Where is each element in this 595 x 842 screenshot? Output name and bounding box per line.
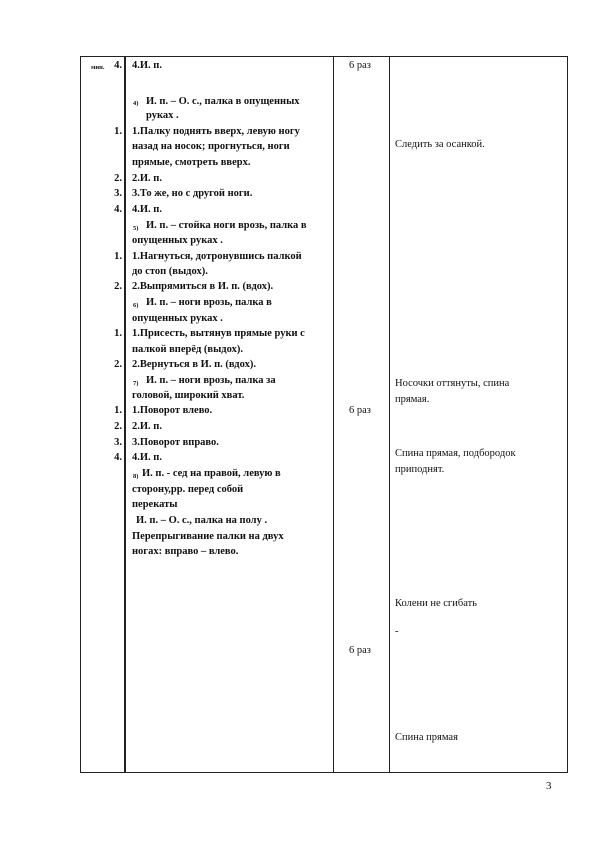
exercise-line: ногах: вправо – влево. <box>132 546 239 557</box>
column-divider-1 <box>124 56 126 773</box>
step-number: 1. <box>114 251 122 262</box>
exercise-line: назад на носок; прогнуться, ноги <box>132 141 290 152</box>
remark-line: Следить за осанкой. <box>395 139 485 150</box>
exercise-line: 4.И. п. <box>132 204 162 215</box>
step-number: 2. <box>114 421 122 432</box>
exercise-number: 6) <box>133 302 139 309</box>
table-right-border <box>567 56 568 773</box>
dose-cell: 6 раз <box>349 60 371 71</box>
step-number: 2. <box>114 281 122 292</box>
table-bottom-border <box>80 772 568 773</box>
remark-line: Колени не сгибать <box>395 598 477 609</box>
exercise-line: И. п. – ноги врозь, палка за <box>146 375 276 386</box>
remark-line: приподнят. <box>395 464 445 475</box>
exercise-line: руках . <box>146 110 179 121</box>
exercise-line: И. п. – ноги врозь, палка в <box>146 297 272 308</box>
step-number: 1. <box>114 405 122 416</box>
page-number: 3 <box>546 780 552 792</box>
exercise-line: 1.Нагнуться, дотронувшись палкой <box>132 251 302 262</box>
exercise-line: И. п. – О. с., палка на полу . <box>136 515 268 526</box>
exercise-line: 3.Поворот вправо. <box>132 437 219 448</box>
exercise-line: 2.И. п. <box>132 421 162 432</box>
step-number: 1. <box>114 126 122 137</box>
remark-line: - <box>395 626 399 637</box>
dose-cell: 6 раз <box>349 645 371 656</box>
exercise-number: 5) <box>133 225 139 232</box>
exercise-line: 2.И. п. <box>132 173 162 184</box>
exercise-line: 1.Палку поднять вверх, левую ногу <box>132 126 300 137</box>
exercise-number: 4) <box>133 100 139 107</box>
exercise-line: И. п. – О. с., палка в опущенных <box>146 96 300 107</box>
exercise-line: 4.И. п. <box>132 60 162 71</box>
step-number: 3. <box>114 437 122 448</box>
exercise-line: прямые, смотреть вверх. <box>132 157 251 168</box>
exercise-line: 1.Присесть, вытянув прямые руки с <box>132 328 305 339</box>
exercise-line: 1.Поворот влево. <box>132 405 213 416</box>
step-number: 2. <box>114 359 122 370</box>
exercise-number: 8) <box>133 473 139 480</box>
exercise-line: 3.То же, но с другой ноги. <box>132 188 253 199</box>
step-number: 1. <box>114 328 122 339</box>
remark-line: Спина прямая, подбородок <box>395 448 516 459</box>
column-divider-2 <box>333 56 334 773</box>
exercise-line: перекаты <box>132 499 178 510</box>
exercise-line: опущенных руках . <box>132 235 223 246</box>
exercise-line: 2.Выпрямиться в И. п. (вдох). <box>132 281 274 292</box>
exercise-line: до стоп (выдох). <box>132 266 208 277</box>
table-left-border <box>80 56 81 773</box>
exercise-line: сторону,рр. перед собой <box>132 484 244 495</box>
exercise-line: И. п. - сед на правой, левую в <box>142 468 281 479</box>
exercise-line: 2.Вернуться в И. п. (вдох). <box>132 359 256 370</box>
exercise-line: Перепрыгивание палки на двух <box>132 531 284 542</box>
exercise-line: палкой вперёд (выдох). <box>132 344 243 355</box>
exercise-line: И. п. – стойка ноги врозь, палка в <box>146 220 307 231</box>
exercise-number: 7) <box>133 380 139 387</box>
step-number: 3. <box>114 188 122 199</box>
step-number: 4. <box>114 204 122 215</box>
dose-cell: 6 раз <box>349 405 371 416</box>
exercise-line: опущенных руках . <box>132 313 223 324</box>
table-top-border <box>80 56 568 57</box>
corner-label: мин. <box>91 64 105 71</box>
remark-line: прямая. <box>395 394 430 405</box>
exercise-line: головой, широкий хват. <box>132 390 245 401</box>
step-number: 2. <box>114 173 122 184</box>
exercise-line: 4.И. п. <box>132 452 162 463</box>
step-number: 4. <box>114 452 122 463</box>
remark-line: Носочки оттянуты, спина <box>395 378 510 389</box>
column-divider-3 <box>389 56 390 773</box>
step-number: 4. <box>114 60 122 71</box>
remark-line: Спина прямая <box>395 732 458 743</box>
